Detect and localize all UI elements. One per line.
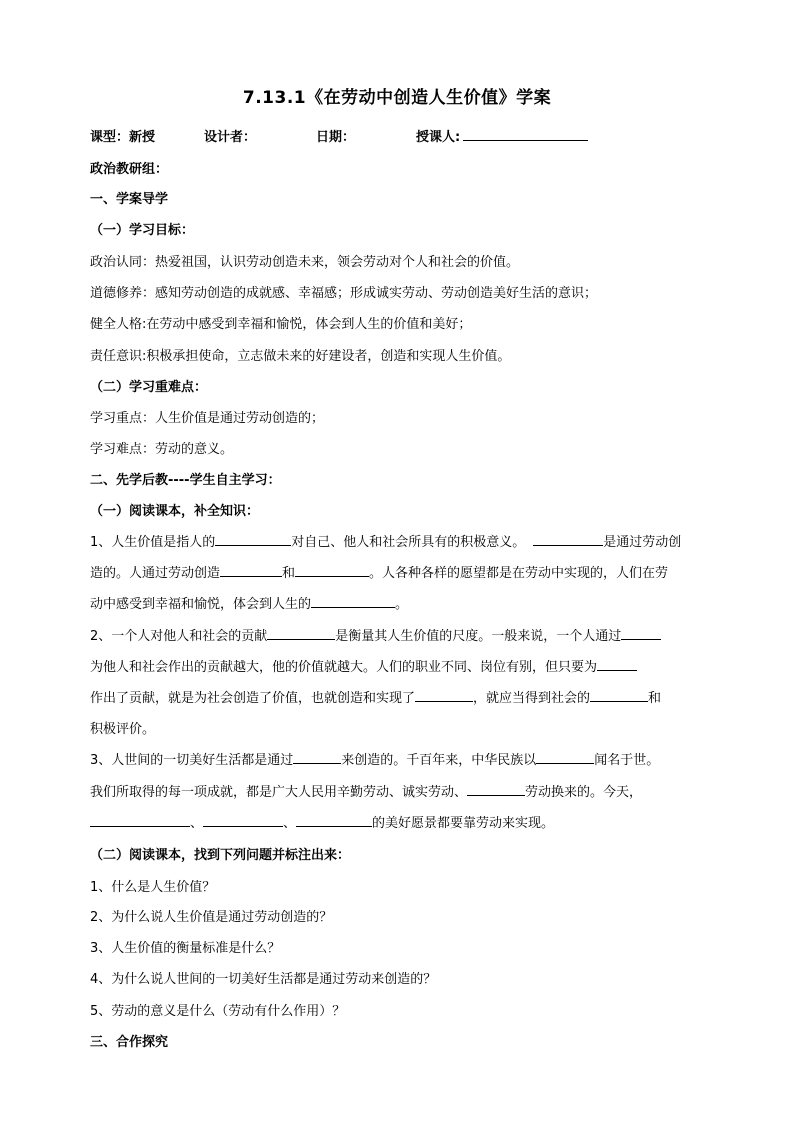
question-item: 1、什么是人生价值？ bbox=[90, 880, 216, 895]
question-item: 5、劳动的意义是什么（劳动有什么作用）？ bbox=[90, 1004, 346, 1019]
subheading-key-points: （二）学习重难点： bbox=[90, 380, 208, 395]
answer-blank[interactable] bbox=[215, 532, 291, 546]
fill-line: 我们所取得的每一项成就，都是广大人民用辛勤劳动、诚实劳动、 劳动换来的。今天， bbox=[90, 781, 702, 800]
answer-blank[interactable] bbox=[590, 688, 648, 702]
designer-label: 设计者： bbox=[204, 130, 257, 145]
answer-blank[interactable] bbox=[536, 750, 594, 764]
answer-blank[interactable] bbox=[467, 782, 525, 796]
fill-line: 、 、 的美好愿景都要靠劳动来实现。 bbox=[90, 812, 702, 831]
goal-item: 道德修养：感知劳动创造的成就感、幸福感；形成诚实劳动、劳动创造美好生活的意识； bbox=[90, 286, 598, 301]
fill-line: 1、人生价值是指人的 对自己、他人和社会所具有的积极意义。 是通过劳动创 bbox=[90, 531, 702, 550]
fill-line: 动中感受到幸福和愉悦，体会到人生的 。 bbox=[90, 593, 702, 612]
lesson-type: 课型：新授 bbox=[90, 130, 156, 145]
question-item: 3、人生价值的衡量标准是什么？ bbox=[90, 941, 281, 956]
subheading-fill: （一）阅读课本，补全知识： bbox=[90, 504, 260, 519]
section-heading-1: 一、学案导学 bbox=[90, 192, 169, 207]
answer-blank[interactable] bbox=[415, 688, 473, 702]
answer-blank[interactable] bbox=[597, 657, 637, 671]
page-title: 7.13.1《在劳动中创造人生价值》学案 bbox=[242, 88, 552, 108]
goal-item: 责任意识:积极承担使命，立志做未来的好建设者，创造和实现人生价值。 bbox=[90, 349, 511, 364]
fill-line: 作出了贡献，就是为社会创造了价值，也就创造和实现了 ，就应当得到社会的 和 bbox=[90, 687, 702, 706]
answer-blank[interactable] bbox=[220, 563, 282, 577]
question-item: 4、为什么说人世间的一切美好生活都是通过劳动来创造的？ bbox=[90, 972, 437, 987]
fill-line: 造的。人通过劳动创造 和 。人各种各样的愿望都是在劳动中实现的，人们在劳 bbox=[90, 562, 702, 581]
subheading-goals: （一）学习目标： bbox=[90, 223, 195, 238]
answer-blank[interactable] bbox=[296, 813, 372, 827]
answer-blank[interactable] bbox=[90, 813, 190, 827]
subheading-questions: （二）阅读课本，找到下列问题并标注出来： bbox=[90, 848, 351, 863]
answer-blank[interactable] bbox=[267, 626, 335, 640]
answer-blank[interactable] bbox=[293, 750, 341, 764]
difficult-point: 学习难点：劳动的意义。 bbox=[90, 442, 234, 457]
section-heading-2: 二、先学后教----学生自主学习： bbox=[90, 473, 281, 488]
date-label: 日期： bbox=[316, 130, 356, 145]
fill-line: 积极评价。 bbox=[90, 722, 156, 737]
section-heading-3: 三、合作探究 bbox=[90, 1035, 169, 1050]
goal-item: 政治认同：热爱祖国，认识劳动创造未来，领会劳动对个人和社会的价值。 bbox=[90, 255, 520, 270]
answer-blank[interactable] bbox=[533, 532, 603, 546]
question-item: 2、为什么说人生价值是通过劳动创造的？ bbox=[90, 910, 333, 925]
group-label: 政治教研组： bbox=[90, 162, 169, 177]
answer-blank[interactable] bbox=[295, 563, 369, 577]
fill-line: 2、一个人对他人和社会的贡献 是衡量其人生价值的尺度。一般来说，一个人通过 bbox=[90, 625, 702, 644]
teacher-blank[interactable] bbox=[463, 126, 588, 141]
key-point: 学习重点：人生价值是通过劳动创造的； bbox=[90, 411, 325, 426]
goal-item: 健全人格:在劳动中感受到幸福和愉悦，体会到人生的价值和美好； bbox=[90, 317, 472, 332]
answer-blank[interactable] bbox=[621, 626, 661, 640]
answer-blank[interactable] bbox=[203, 813, 283, 827]
answer-blank[interactable] bbox=[311, 594, 395, 608]
fill-line: 3、人世间的一切美好生活都是通过 来创造的。千百年来，中华民族以 闻名于世。 bbox=[90, 749, 702, 768]
fill-line: 为他人和社会作出的贡献越大，他的价值就越大。人们的职业不同、岗位有别，但只要为 bbox=[90, 656, 702, 675]
teacher-label: 授课人: bbox=[416, 130, 461, 145]
